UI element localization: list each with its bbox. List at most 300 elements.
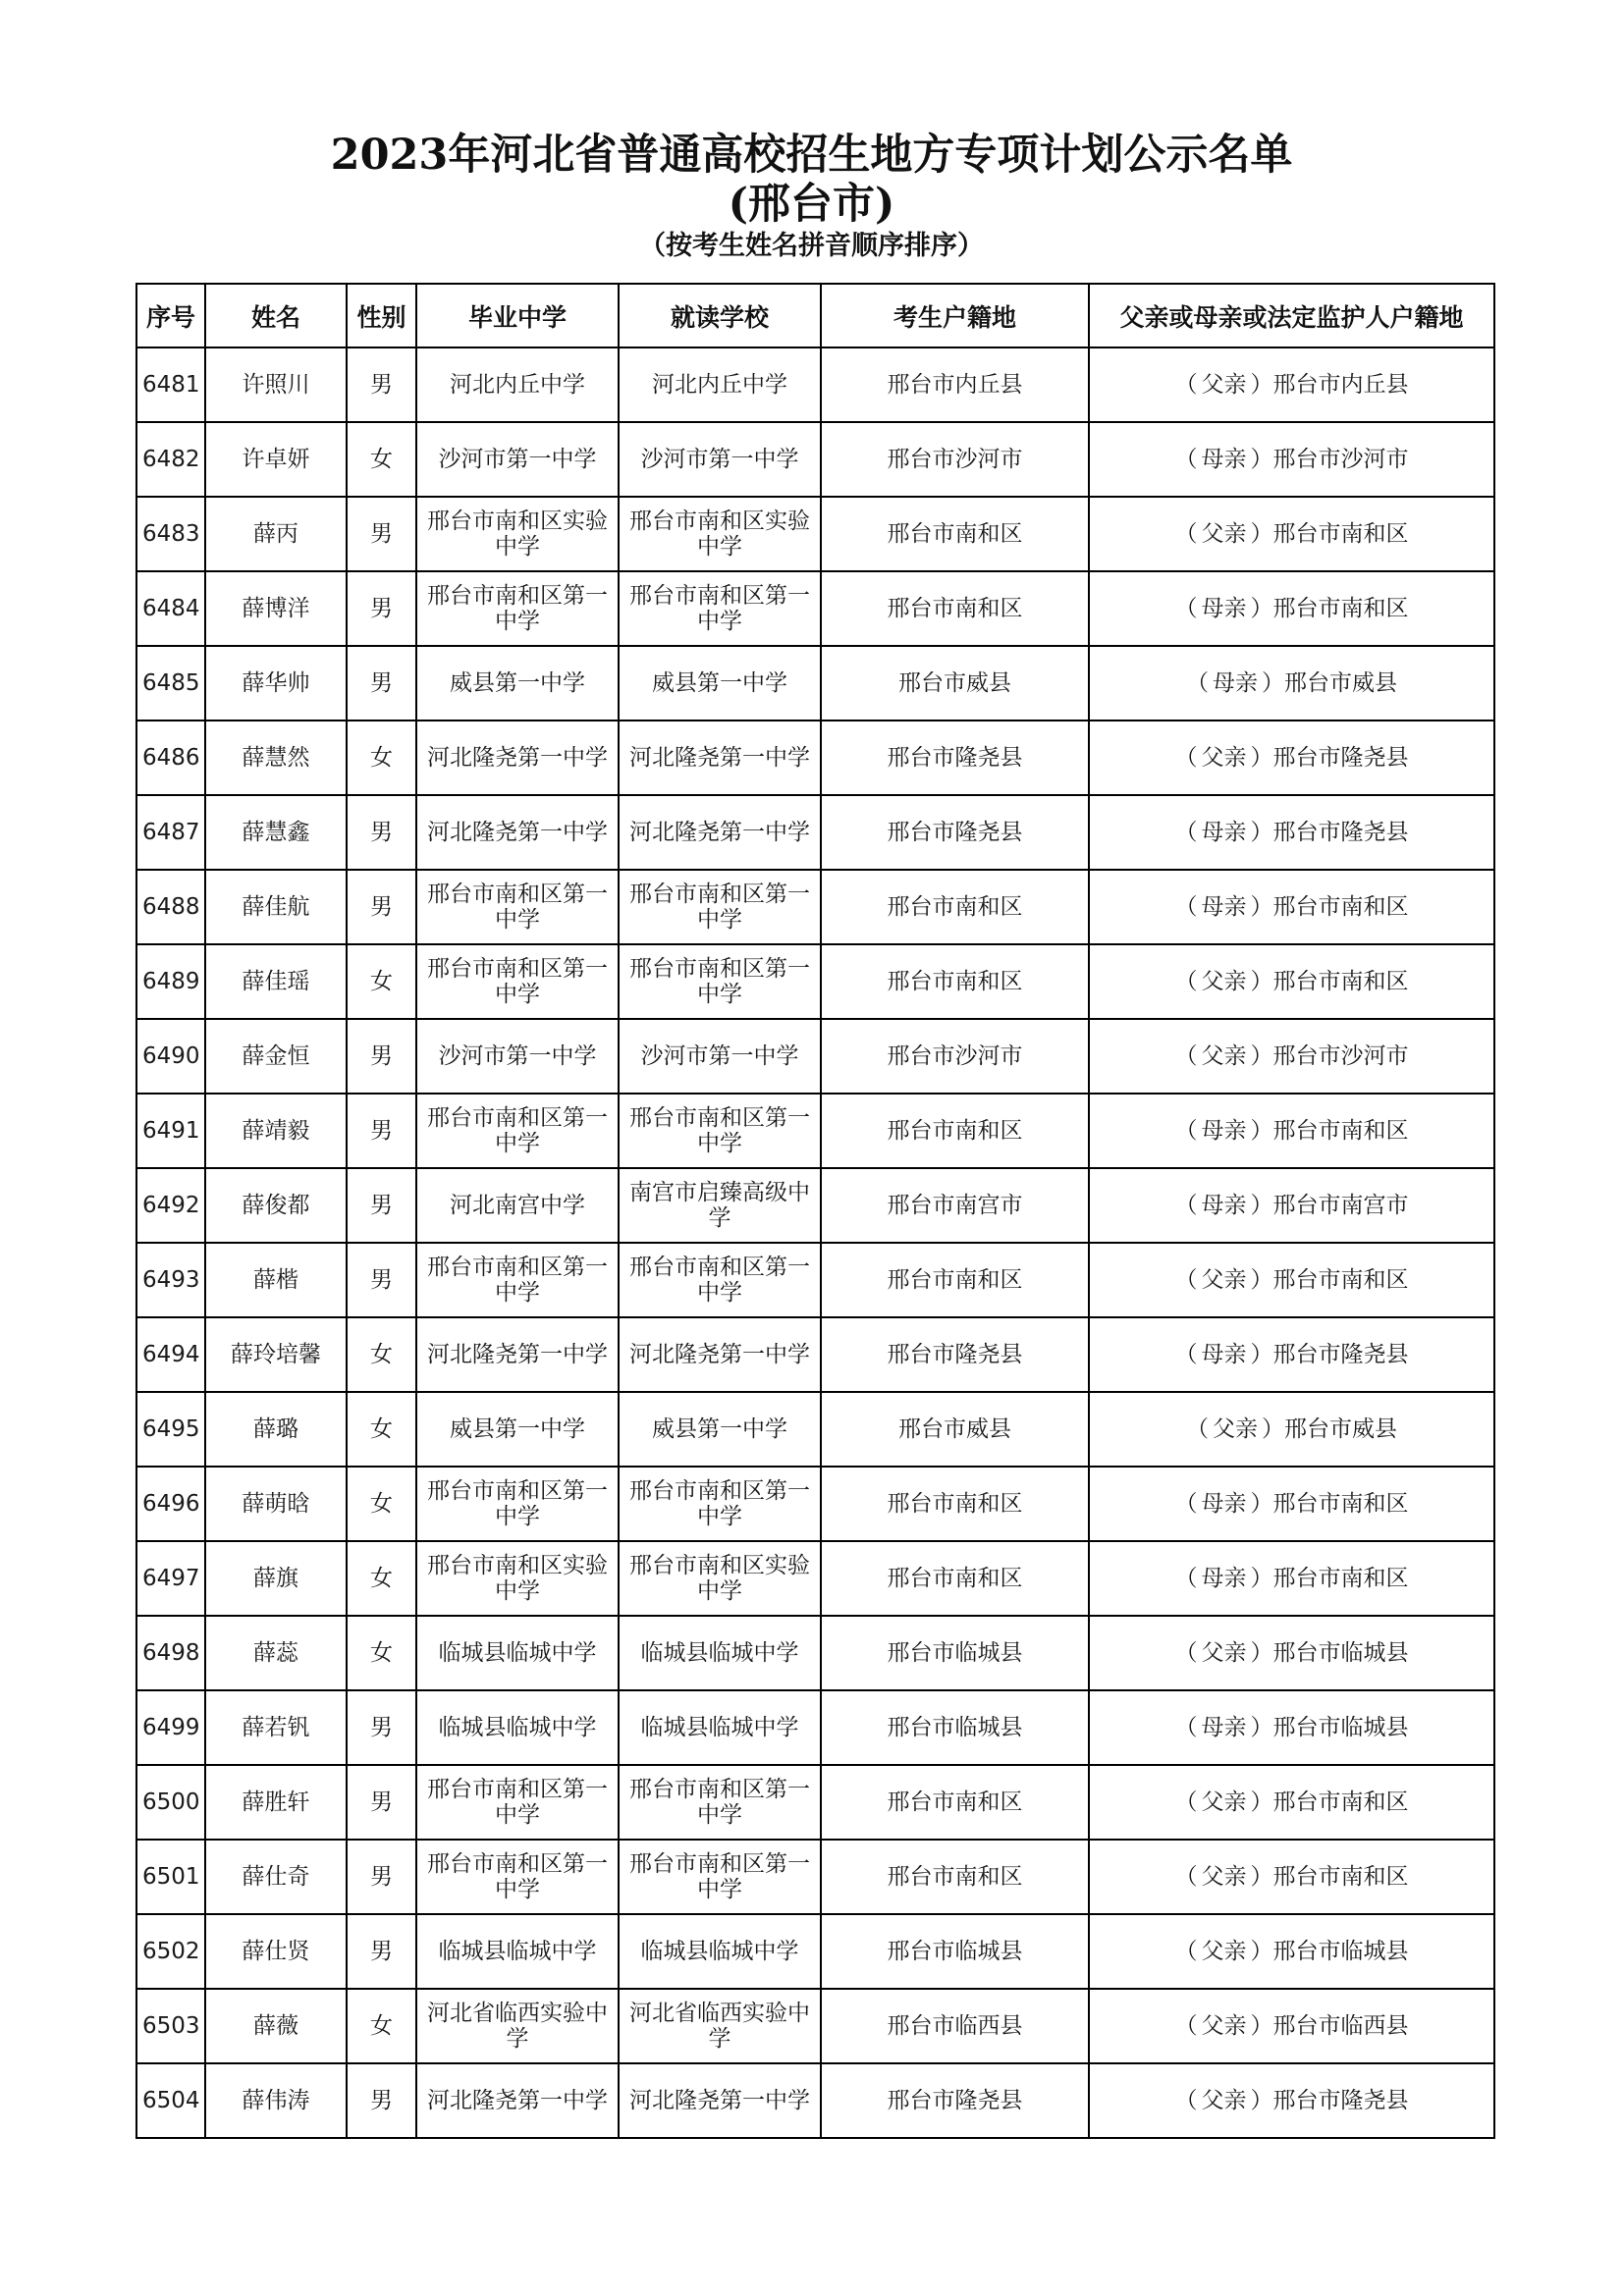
cell-grad-school: 邢台市南和区第一中学 <box>416 944 619 1019</box>
cell-relation: 父亲 <box>1201 2088 1247 2113</box>
header-study-school: 就读学校 <box>619 284 821 347</box>
cell-parent-hukou <box>1089 1989 1494 2063</box>
open-paren: （ <box>1174 1491 1198 1517</box>
cell-parent-hukou <box>1089 1541 1494 1616</box>
cell-hukou: 邢台市威县 <box>821 1392 1089 1467</box>
table-row <box>136 1467 1494 1541</box>
cell-grad-school: 河北隆尧第一中学 <box>416 1317 619 1392</box>
cell-grad-school: 威县第一中学 <box>416 1392 619 1467</box>
cell-parent-hukou <box>1089 571 1494 646</box>
open-paren: （ <box>1174 2013 1198 2039</box>
cell-hukou: 邢台市隆尧县 <box>821 721 1089 795</box>
cell-name: 薛蕊 <box>205 1616 347 1690</box>
cell-grad-school: 邢台市南和区实验中学 <box>416 497 619 571</box>
cell-parent-place: 邢台市南宫市 <box>1272 1193 1409 1218</box>
cell-grad-school: 邢台市南和区第一中学 <box>416 1840 619 1914</box>
open-paren: （ <box>1174 1342 1198 1367</box>
cell-no: 6503 <box>136 1989 205 2063</box>
cell-grad-school: 河北隆尧第一中学 <box>416 721 619 795</box>
cell-hukou: 邢台市沙河市 <box>821 422 1089 497</box>
cell-gender: 男 <box>347 1094 416 1168</box>
table-body <box>136 347 1494 2138</box>
cell-no: 6497 <box>136 1541 205 1616</box>
cell-gender: 男 <box>347 1168 416 1243</box>
cell-parent-place: 邢台市南和区 <box>1272 1491 1409 1517</box>
open-paren: （ <box>1174 1789 1198 1815</box>
cell-parent-place: 邢台市临城县 <box>1272 1715 1409 1740</box>
cell-parent-place: 邢台市隆尧县 <box>1272 1342 1409 1367</box>
cell-hukou: 邢台市隆尧县 <box>821 1317 1089 1392</box>
cell-name: 薛靖毅 <box>205 1094 347 1168</box>
open-paren: （ <box>1174 745 1198 771</box>
cell-grad-school: 河北省临西实验中学 <box>416 1989 619 2063</box>
cell-grad-school: 河北隆尧第一中学 <box>416 2063 619 2138</box>
close-paren: ） <box>1250 372 1273 398</box>
cell-hukou: 邢台市南宫市 <box>821 1168 1089 1243</box>
cell-grad-school: 威县第一中学 <box>416 646 619 721</box>
cell-hukou: 邢台市临西县 <box>821 1989 1089 2063</box>
open-paren: （ <box>1174 1118 1198 1144</box>
cell-study-school: 河北隆尧第一中学 <box>619 2063 821 2138</box>
cell-parent-place: 邢台市威县 <box>1284 670 1397 696</box>
header-gender: 性别 <box>347 284 416 347</box>
cell-study-school: 河北隆尧第一中学 <box>619 721 821 795</box>
cell-parent-place: 邢台市威县 <box>1284 1416 1397 1442</box>
cell-name: 薛仕贤 <box>205 1914 347 1989</box>
cell-grad-school: 邢台市南和区第一中学 <box>416 1765 619 1840</box>
cell-relation: 母亲 <box>1201 1193 1247 1218</box>
table-row <box>136 1392 1494 1467</box>
cell-hukou: 邢台市临城县 <box>821 1690 1089 1765</box>
cell-parent-hukou <box>1089 1243 1494 1317</box>
table-row <box>136 646 1494 721</box>
cell-gender: 女 <box>347 721 416 795</box>
cell-parent-place: 邢台市南和区 <box>1272 1789 1409 1815</box>
cell-no: 6504 <box>136 2063 205 2138</box>
cell-name: 薛伟涛 <box>205 2063 347 2138</box>
cell-parent-place: 邢台市隆尧县 <box>1272 745 1409 771</box>
cell-parent-place: 邢台市隆尧县 <box>1272 820 1409 845</box>
cell-name: 薛璐 <box>205 1392 347 1467</box>
cell-name: 薛华帅 <box>205 646 347 721</box>
page-subtitle: (邢台市) <box>728 180 895 229</box>
cell-parent-hukou <box>1089 1840 1494 1914</box>
cell-no: 6490 <box>136 1019 205 1094</box>
cell-parent-hukou <box>1089 1019 1494 1094</box>
cell-parent-hukou <box>1089 497 1494 571</box>
cell-relation: 父亲 <box>1201 1043 1247 1069</box>
cell-no: 6487 <box>136 795 205 870</box>
cell-hukou: 邢台市南和区 <box>821 1840 1089 1914</box>
cell-grad-school: 邢台市南和区第一中学 <box>416 571 619 646</box>
cell-parent-hukou <box>1089 1616 1494 1690</box>
cell-hukou: 邢台市南和区 <box>821 944 1089 1019</box>
cell-relation: 母亲 <box>1201 1566 1247 1591</box>
cell-relation: 母亲 <box>1201 1491 1247 1517</box>
close-paren: ） <box>1262 670 1284 696</box>
cell-name: 薛胜轩 <box>205 1765 347 1840</box>
close-paren: ） <box>1250 596 1273 621</box>
open-paren: （ <box>1174 1939 1198 1964</box>
cell-no: 6492 <box>136 1168 205 1243</box>
close-paren: ） <box>1250 894 1273 920</box>
cell-hukou: 邢台市南和区 <box>821 1243 1089 1317</box>
cell-parent-hukou <box>1089 1765 1494 1840</box>
cell-parent-hukou <box>1089 1467 1494 1541</box>
cell-study-school: 河北内丘中学 <box>619 347 821 422</box>
cell-relation: 母亲 <box>1201 894 1247 920</box>
cell-gender: 男 <box>347 795 416 870</box>
cell-relation: 父亲 <box>1201 1640 1247 1666</box>
cell-parent-hukou <box>1089 646 1494 721</box>
close-paren: ） <box>1250 1715 1273 1740</box>
cell-name: 薛丙 <box>205 497 347 571</box>
open-paren: （ <box>1174 1267 1198 1293</box>
cell-parent-place: 邢台市临城县 <box>1272 1640 1409 1666</box>
cell-parent-place: 邢台市隆尧县 <box>1272 2088 1409 2113</box>
cell-study-school: 威县第一中学 <box>619 1392 821 1467</box>
cell-name: 薛薇 <box>205 1989 347 2063</box>
open-paren: （ <box>1174 2088 1198 2113</box>
table-row <box>136 795 1494 870</box>
cell-parent-place: 邢台市沙河市 <box>1272 447 1409 472</box>
cell-parent-hukou <box>1089 870 1494 944</box>
page-title: 2023年河北省普通高校招生地方专项计划公示名单 <box>330 131 1293 180</box>
cell-study-school: 河北隆尧第一中学 <box>619 795 821 870</box>
cell-hukou: 邢台市临城县 <box>821 1914 1089 1989</box>
cell-study-school: 邢台市南和区第一中学 <box>619 1840 821 1914</box>
cell-name: 许卓妍 <box>205 422 347 497</box>
cell-grad-school: 临城县临城中学 <box>416 1616 619 1690</box>
cell-grad-school: 河北内丘中学 <box>416 347 619 422</box>
cell-no: 6482 <box>136 422 205 497</box>
table-row <box>136 1765 1494 1840</box>
cell-study-school: 河北省临西实验中学 <box>619 1989 821 2063</box>
cell-study-school: 邢台市南和区第一中学 <box>619 1467 821 1541</box>
cell-study-school: 沙河市第一中学 <box>619 422 821 497</box>
cell-hukou: 邢台市南和区 <box>821 497 1089 571</box>
close-paren: ） <box>1250 1566 1273 1591</box>
cell-study-school: 南宫市启臻高级中学 <box>619 1168 821 1243</box>
cell-parent-place: 邢台市南和区 <box>1272 521 1409 547</box>
open-paren: （ <box>1174 447 1198 472</box>
cell-name: 薛若钒 <box>205 1690 347 1765</box>
open-paren: （ <box>1174 1193 1198 1218</box>
open-paren: （ <box>1174 596 1198 621</box>
cell-parent-hukou <box>1089 347 1494 422</box>
close-paren: ） <box>1250 447 1273 472</box>
cell-relation: 父亲 <box>1201 969 1247 994</box>
cell-gender: 男 <box>347 571 416 646</box>
cell-study-school: 邢台市南和区第一中学 <box>619 870 821 944</box>
cell-no: 6484 <box>136 571 205 646</box>
cell-study-school: 邢台市南和区实验中学 <box>619 1541 821 1616</box>
cell-hukou: 邢台市沙河市 <box>821 1019 1089 1094</box>
close-paren: ） <box>1250 1342 1273 1367</box>
cell-no: 6485 <box>136 646 205 721</box>
cell-parent-place: 邢台市南和区 <box>1272 1566 1409 1591</box>
header-parent-hukou: 父亲或母亲或法定监护人户籍地 <box>1089 284 1494 347</box>
cell-no: 6486 <box>136 721 205 795</box>
table-row <box>136 2063 1494 2138</box>
cell-parent-place: 邢台市临城县 <box>1272 1939 1409 1964</box>
table-row <box>136 1317 1494 1392</box>
cell-study-school: 临城县临城中学 <box>619 1690 821 1765</box>
open-paren: （ <box>1174 1566 1198 1591</box>
cell-hukou: 邢台市隆尧县 <box>821 795 1089 870</box>
cell-gender: 女 <box>347 1989 416 2063</box>
cell-gender: 女 <box>347 422 416 497</box>
cell-gender: 女 <box>347 1616 416 1690</box>
cell-no: 6481 <box>136 347 205 422</box>
table-row <box>136 1094 1494 1168</box>
cell-study-school: 邢台市南和区第一中学 <box>619 1243 821 1317</box>
close-paren: ） <box>1250 1939 1273 1964</box>
cell-parent-hukou <box>1089 1094 1494 1168</box>
cell-parent-hukou <box>1089 721 1494 795</box>
close-paren: ） <box>1250 820 1273 845</box>
cell-parent-hukou <box>1089 1690 1494 1765</box>
cell-name: 薛楷 <box>205 1243 347 1317</box>
table-row <box>136 497 1494 571</box>
cell-hukou: 邢台市南和区 <box>821 571 1089 646</box>
header-no: 序号 <box>136 284 205 347</box>
cell-study-school: 临城县临城中学 <box>619 1914 821 1989</box>
header-name: 姓名 <box>205 284 347 347</box>
cell-relation: 母亲 <box>1201 447 1247 472</box>
table-row <box>136 1019 1494 1094</box>
cell-no: 6483 <box>136 497 205 571</box>
header-hukou: 考生户籍地 <box>821 284 1089 347</box>
cell-grad-school: 临城县临城中学 <box>416 1914 619 1989</box>
cell-hukou: 邢台市南和区 <box>821 1467 1089 1541</box>
table-row <box>136 944 1494 1019</box>
cell-relation: 父亲 <box>1201 745 1247 771</box>
cell-gender: 男 <box>347 497 416 571</box>
open-paren: （ <box>1174 1043 1198 1069</box>
table-row <box>136 1168 1494 1243</box>
open-paren: （ <box>1174 969 1198 994</box>
cell-relation: 母亲 <box>1201 1342 1247 1367</box>
cell-gender: 男 <box>347 2063 416 2138</box>
cell-study-school: 邢台市南和区第一中学 <box>619 944 821 1019</box>
close-paren: ） <box>1250 1193 1273 1218</box>
cell-study-school: 邢台市南和区第一中学 <box>619 571 821 646</box>
header-grad-school: 毕业中学 <box>416 284 619 347</box>
cell-hukou: 邢台市临城县 <box>821 1616 1089 1690</box>
cell-parent-hukou <box>1089 1914 1494 1989</box>
cell-relation: 母亲 <box>1201 596 1247 621</box>
cell-relation: 母亲 <box>1201 820 1247 845</box>
cell-gender: 男 <box>347 1840 416 1914</box>
cell-no: 6496 <box>136 1467 205 1541</box>
cell-parent-place: 邢台市临西县 <box>1272 2013 1409 2039</box>
cell-hukou: 邢台市隆尧县 <box>821 2063 1089 2138</box>
table-row <box>136 721 1494 795</box>
table-row <box>136 1840 1494 1914</box>
cell-no: 6491 <box>136 1094 205 1168</box>
cell-gender: 女 <box>347 1467 416 1541</box>
cell-relation: 父亲 <box>1201 1267 1247 1293</box>
cell-gender: 女 <box>347 1317 416 1392</box>
cell-parent-place: 邢台市南和区 <box>1272 894 1409 920</box>
close-paren: ） <box>1250 1491 1273 1517</box>
cell-grad-school: 邢台市南和区第一中学 <box>416 870 619 944</box>
cell-relation: 父亲 <box>1201 372 1247 398</box>
cell-relation: 母亲 <box>1201 1118 1247 1144</box>
cell-name: 薛玲培馨 <box>205 1317 347 1392</box>
cell-parent-hukou <box>1089 2063 1494 2138</box>
cell-parent-place: 邢台市南和区 <box>1272 1267 1409 1293</box>
cell-no: 6499 <box>136 1690 205 1765</box>
open-paren: （ <box>1174 521 1198 547</box>
cell-grad-school: 邢台市南和区第一中学 <box>416 1094 619 1168</box>
cell-no: 6493 <box>136 1243 205 1317</box>
cell-study-school: 邢台市南和区实验中学 <box>619 497 821 571</box>
table-row <box>136 422 1494 497</box>
cell-hukou: 邢台市内丘县 <box>821 347 1089 422</box>
cell-gender: 男 <box>347 347 416 422</box>
cell-gender: 男 <box>347 1243 416 1317</box>
close-paren: ） <box>1262 1416 1284 1442</box>
cell-parent-place: 邢台市沙河市 <box>1272 1043 1409 1069</box>
cell-name: 薛佳瑶 <box>205 944 347 1019</box>
roster-table <box>135 283 1495 2139</box>
cell-study-school: 威县第一中学 <box>619 646 821 721</box>
cell-hukou: 邢台市南和区 <box>821 870 1089 944</box>
close-paren: ） <box>1250 2013 1273 2039</box>
cell-gender: 男 <box>347 1019 416 1094</box>
close-paren: ） <box>1250 745 1273 771</box>
cell-name: 许照川 <box>205 347 347 422</box>
cell-name: 薛俊都 <box>205 1168 347 1243</box>
cell-parent-hukou <box>1089 1392 1494 1467</box>
open-paren: （ <box>1186 1416 1209 1442</box>
cell-parent-place: 邢台市南和区 <box>1272 969 1409 994</box>
cell-parent-place: 邢台市南和区 <box>1272 1864 1409 1890</box>
cell-study-school: 沙河市第一中学 <box>619 1019 821 1094</box>
table-header-row <box>136 284 1494 347</box>
close-paren: ） <box>1250 1043 1273 1069</box>
cell-no: 6489 <box>136 944 205 1019</box>
cell-grad-school: 沙河市第一中学 <box>416 1019 619 1094</box>
close-paren: ） <box>1250 1267 1273 1293</box>
cell-relation: 父亲 <box>1201 1789 1247 1815</box>
cell-hukou: 邢台市南和区 <box>821 1094 1089 1168</box>
close-paren: ） <box>1250 521 1273 547</box>
cell-name: 薛慧然 <box>205 721 347 795</box>
cell-gender: 男 <box>347 1765 416 1840</box>
cell-grad-school: 邢台市南和区实验中学 <box>416 1541 619 1616</box>
close-paren: ） <box>1250 969 1273 994</box>
cell-gender: 女 <box>347 944 416 1019</box>
cell-relation: 母亲 <box>1213 670 1258 696</box>
cell-hukou: 邢台市威县 <box>821 646 1089 721</box>
cell-no: 6488 <box>136 870 205 944</box>
cell-name: 薛慧鑫 <box>205 795 347 870</box>
cell-gender: 男 <box>347 870 416 944</box>
close-paren: ） <box>1250 1118 1273 1144</box>
cell-name: 薛仕奇 <box>205 1840 347 1914</box>
cell-grad-school: 邢台市南和区第一中学 <box>416 1467 619 1541</box>
cell-relation: 父亲 <box>1201 1939 1247 1964</box>
open-paren: （ <box>1186 670 1209 696</box>
cell-no: 6502 <box>136 1914 205 1989</box>
table-row <box>136 870 1494 944</box>
cell-study-school: 河北隆尧第一中学 <box>619 1317 821 1392</box>
cell-gender: 男 <box>347 646 416 721</box>
close-paren: ） <box>1250 1640 1273 1666</box>
cell-relation: 父亲 <box>1201 521 1247 547</box>
cell-parent-hukou <box>1089 1168 1494 1243</box>
table-row <box>136 571 1494 646</box>
open-paren: （ <box>1174 820 1198 845</box>
cell-relation: 父亲 <box>1213 1416 1258 1442</box>
cell-parent-hukou <box>1089 944 1494 1019</box>
cell-study-school: 邢台市南和区第一中学 <box>619 1094 821 1168</box>
sort-note: （按考生姓名拼音顺序排序） <box>639 231 984 261</box>
cell-hukou: 邢台市南和区 <box>821 1765 1089 1840</box>
table-row <box>136 1690 1494 1765</box>
table-row <box>136 1989 1494 2063</box>
cell-grad-school: 临城县临城中学 <box>416 1690 619 1765</box>
cell-gender: 女 <box>347 1392 416 1467</box>
close-paren: ） <box>1250 2088 1273 2113</box>
cell-gender: 男 <box>347 1914 416 1989</box>
cell-no: 6500 <box>136 1765 205 1840</box>
table-row <box>136 347 1494 422</box>
open-paren: （ <box>1174 1715 1198 1740</box>
table-row <box>136 1541 1494 1616</box>
cell-grad-school: 邢台市南和区第一中学 <box>416 1243 619 1317</box>
cell-parent-hukou <box>1089 795 1494 870</box>
cell-no: 6495 <box>136 1392 205 1467</box>
cell-name: 薛萌晗 <box>205 1467 347 1541</box>
cell-relation: 父亲 <box>1201 2013 1247 2039</box>
cell-name: 薛金恒 <box>205 1019 347 1094</box>
cell-name: 薛佳航 <box>205 870 347 944</box>
cell-no: 6494 <box>136 1317 205 1392</box>
cell-gender: 女 <box>347 1541 416 1616</box>
cell-grad-school: 河北隆尧第一中学 <box>416 795 619 870</box>
cell-name: 薛博洋 <box>205 571 347 646</box>
cell-no: 6501 <box>136 1840 205 1914</box>
cell-relation: 父亲 <box>1201 1864 1247 1890</box>
cell-grad-school: 河北南宫中学 <box>416 1168 619 1243</box>
close-paren: ） <box>1250 1789 1273 1815</box>
cell-study-school: 邢台市南和区第一中学 <box>619 1765 821 1840</box>
cell-relation: 母亲 <box>1201 1715 1247 1740</box>
table-row <box>136 1616 1494 1690</box>
table-row <box>136 1243 1494 1317</box>
cell-parent-hukou <box>1089 422 1494 497</box>
close-paren: ） <box>1250 1864 1273 1890</box>
cell-name: 薛旗 <box>205 1541 347 1616</box>
open-paren: （ <box>1174 894 1198 920</box>
open-paren: （ <box>1174 1640 1198 1666</box>
table-row <box>136 1914 1494 1989</box>
cell-study-school: 临城县临城中学 <box>619 1616 821 1690</box>
cell-hukou: 邢台市南和区 <box>821 1541 1089 1616</box>
cell-grad-school: 沙河市第一中学 <box>416 422 619 497</box>
open-paren: （ <box>1174 1864 1198 1890</box>
cell-gender: 男 <box>347 1690 416 1765</box>
cell-parent-hukou <box>1089 1317 1494 1392</box>
cell-parent-place: 邢台市南和区 <box>1272 596 1409 621</box>
open-paren: （ <box>1174 372 1198 398</box>
cell-no: 6498 <box>136 1616 205 1690</box>
cell-parent-place: 邢台市南和区 <box>1272 1118 1409 1144</box>
